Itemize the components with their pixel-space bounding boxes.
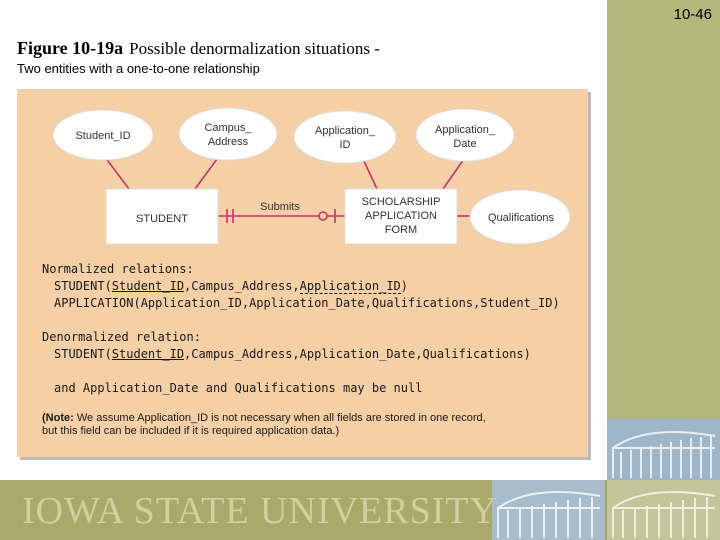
attr-student-id-label: Student_ID [75, 130, 131, 142]
relation-suffix: ) [400, 279, 409, 293]
normalized-heading: Normalized relations: [42, 262, 194, 276]
normalized-relation-student [54, 279, 408, 293]
er-diagram [17, 89, 588, 259]
relation-rest: ,Campus_Address,Application_Date,Qualifications) [184, 347, 531, 361]
connector-application-date [443, 159, 464, 189]
primary-key: Student_ID [111, 279, 185, 293]
building-graphic-upper [607, 418, 720, 480]
relation-prefix: STUDENT( [54, 347, 112, 361]
university-wordmark: IOWA STATE UNIVERSITY [22, 490, 499, 532]
attr-application-id-label-2: ID [339, 139, 351, 151]
primary-key: Student_ID [111, 347, 185, 361]
relationship-label: Submits [260, 201, 300, 213]
building-graphic-footer-1 [492, 480, 605, 540]
denormalized-heading: Denormalized relation: [42, 330, 201, 344]
connector-student-id [105, 157, 129, 189]
building-graphic-footer-2 [607, 480, 720, 540]
entity-student-label: STUDENT [136, 213, 188, 225]
attr-application-date-label-2: Date [453, 138, 477, 150]
connector-campus-address [195, 159, 217, 189]
right-strip [607, 0, 720, 480]
denormalized-relation-student [54, 347, 531, 361]
figure-label: Figure 10-19a [17, 38, 124, 58]
attr-application-date-label-1: Application_ [435, 124, 495, 136]
entity-scholarship-label-2: APPLICATION [365, 210, 437, 222]
attr-campus-address-label-2: Address [207, 136, 249, 148]
relation-mid: ,Campus_Address, [184, 279, 300, 293]
entity-scholarship-label-3: FORM [384, 224, 418, 236]
attr-campus-address-label-1: Campus_ [204, 122, 252, 134]
attr-application-id [294, 111, 396, 163]
slide-number: 10-46 [673, 6, 712, 23]
note-line-2: but this field can be included if it is required application data.) [42, 425, 340, 437]
attr-campus-address [179, 108, 277, 160]
foreign-key: Application_ID [299, 279, 401, 293]
attr-qualifications-label: Qualifications [487, 212, 555, 224]
note-label: (Note: [42, 412, 74, 424]
entity-scholarship-label-1: SCHOLARSHIP [361, 196, 441, 208]
note-line-1: We assume Application_ID is not necessary when all fields are stored in one record, [76, 412, 486, 424]
null-note: and Application_Date and Qualifications may be null [54, 381, 423, 395]
connector-application-id [363, 159, 377, 189]
relation-prefix: STUDENT( [54, 279, 112, 293]
cardinality-zero-mark [319, 212, 327, 220]
note-text [42, 412, 486, 438]
figure-title [17, 38, 380, 59]
attr-application-id-label-1: Application_ [315, 125, 375, 137]
figure-title-text: Possible denormalization situations - [129, 39, 380, 58]
figure-subtitle: Two entities with a one-to-one relationship [17, 61, 260, 76]
normalized-relation-application: APPLICATION(Application_ID,Application_Date,Qualifications,Student_ID) [54, 296, 560, 310]
